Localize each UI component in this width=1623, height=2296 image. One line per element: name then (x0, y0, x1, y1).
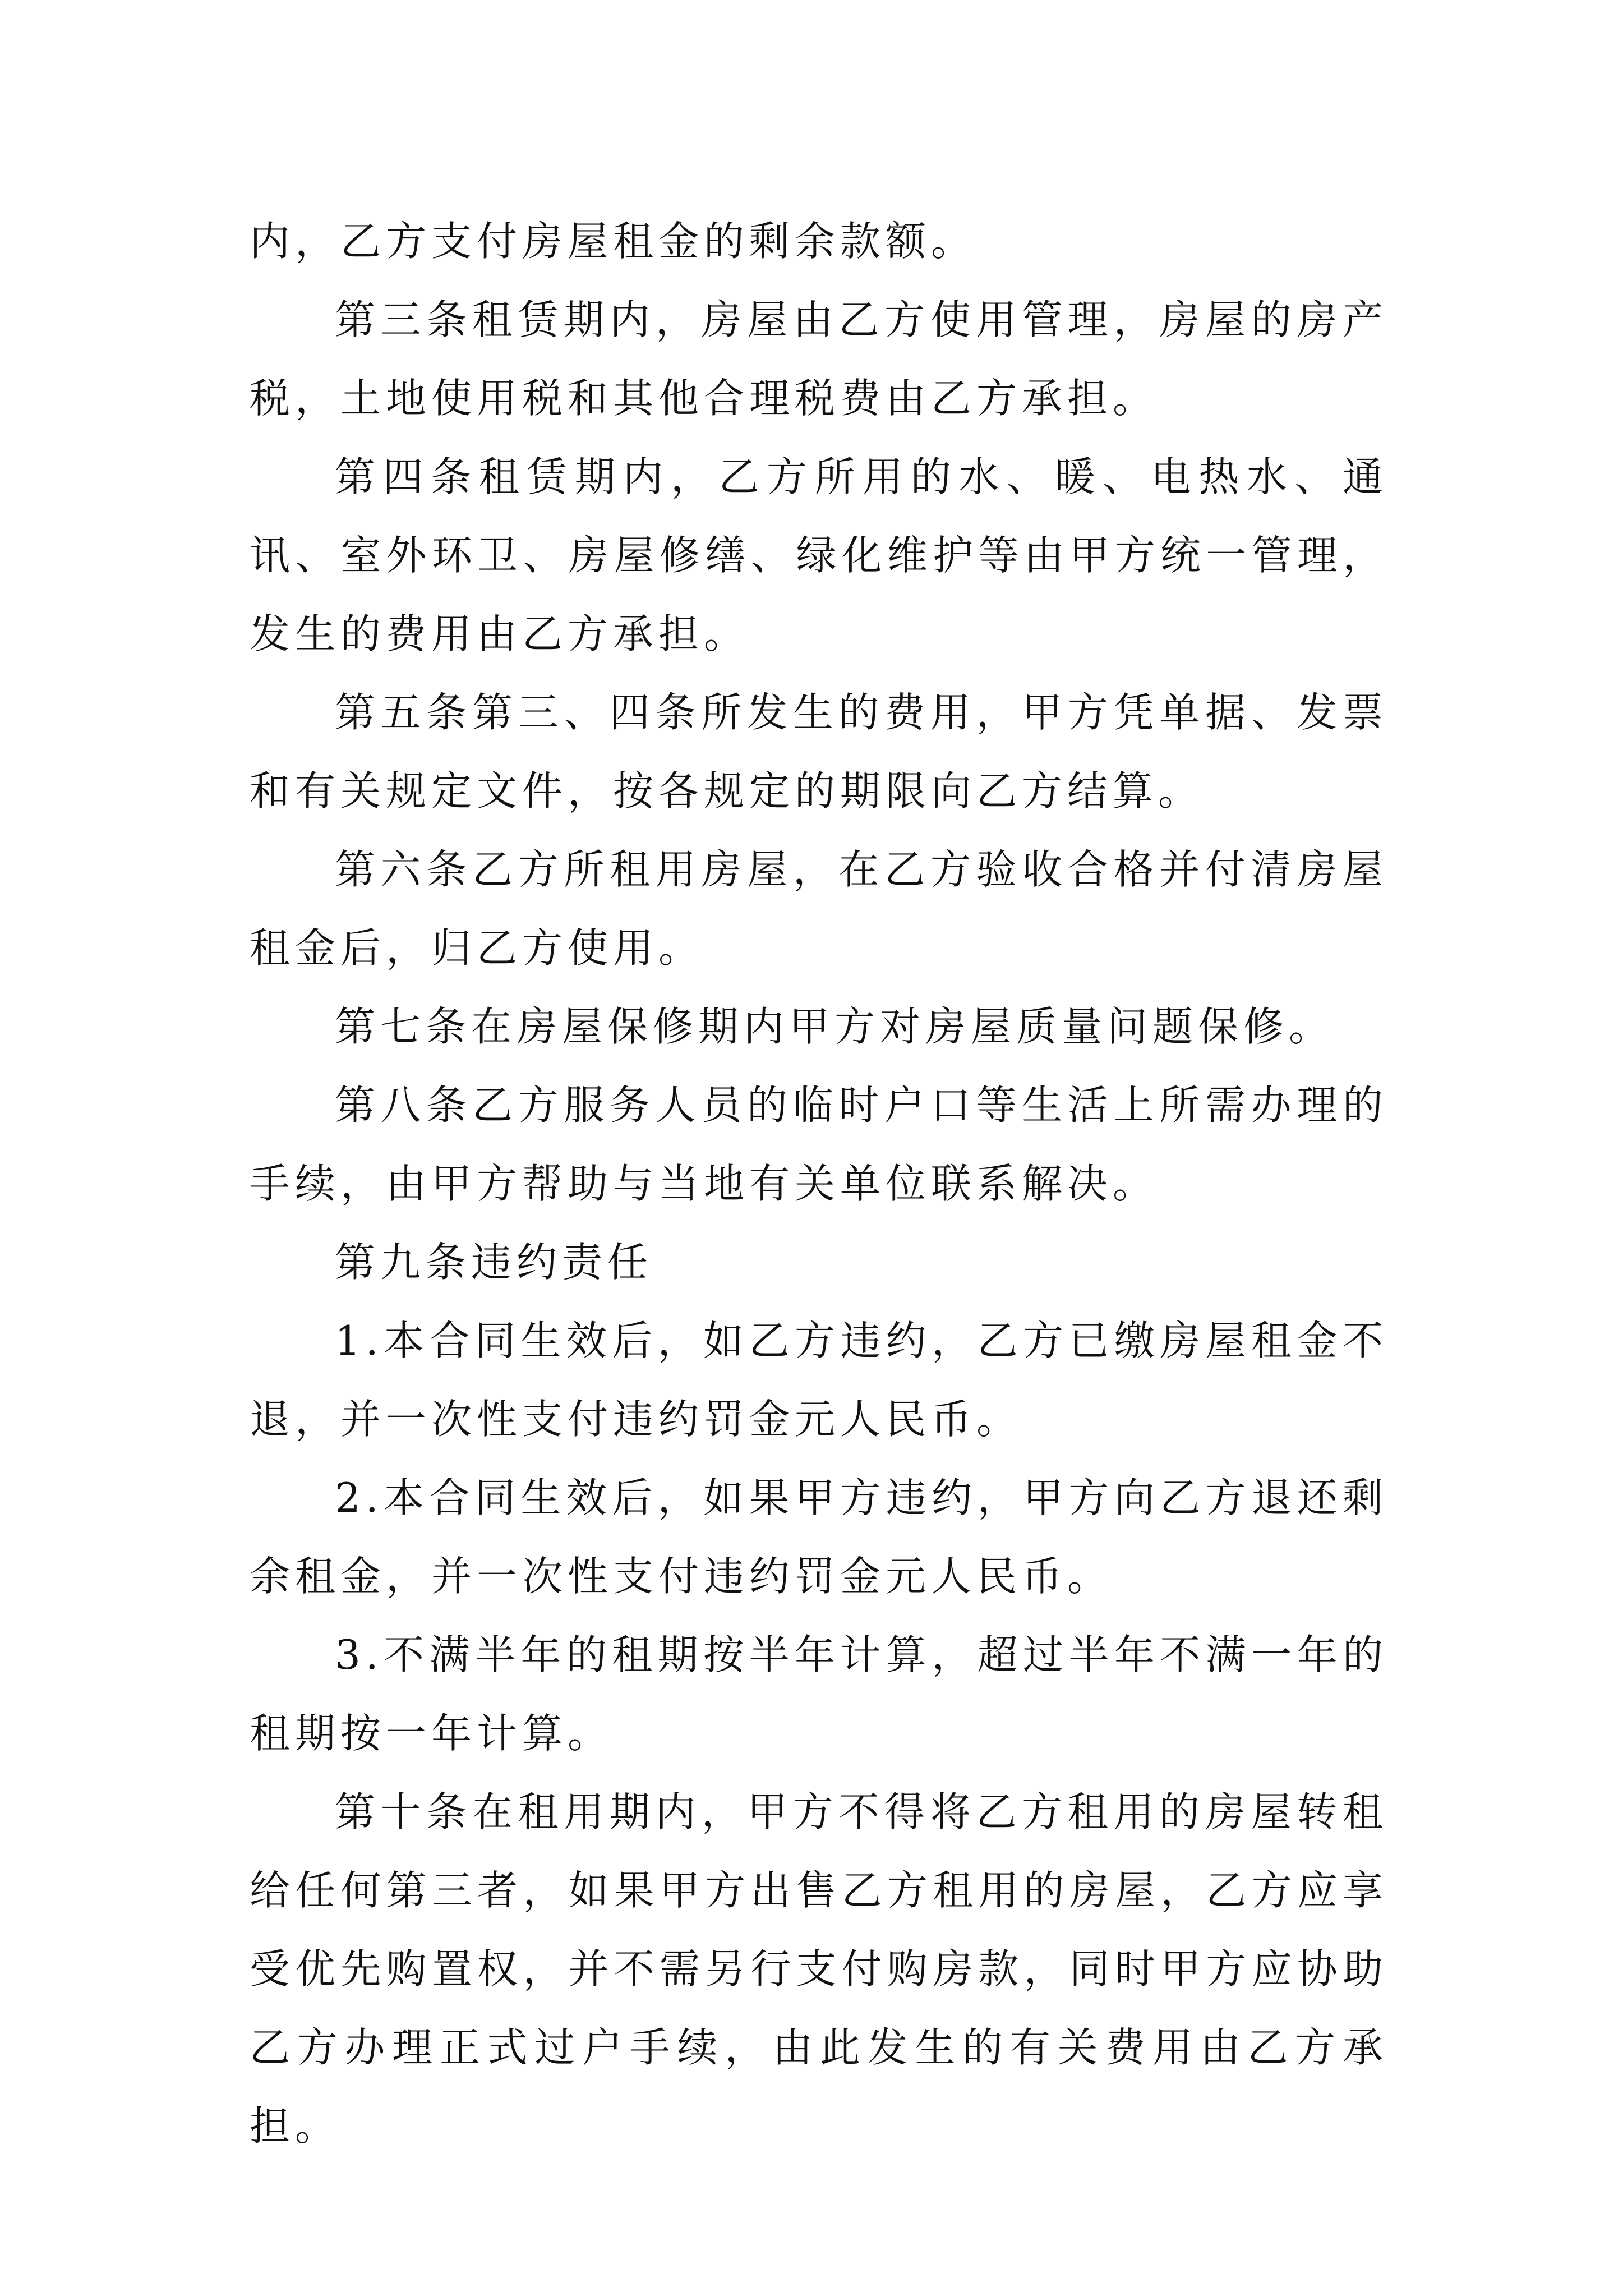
paragraph-article-8: 第八条乙方服务人员的临时户口等生活上所需办理的手续，由甲方帮助与当地有关单位联系解决。 (250, 1082, 1388, 1207)
paragraph-article-4: 第四条租赁期内，乙方所用的水、暖、电热水、通讯、室外环卫、房屋修缮、绿化维护等由甲方统一管理，发生的费用由乙方承担。 (250, 453, 1388, 657)
document-body (250, 202, 1388, 2165)
paragraph-article-9-item-2: 2.本合同生效后，如果甲方违约，甲方向乙方退还剩余租金，并一次性支付违约罚金元人民币。 (250, 1474, 1388, 1600)
paragraph-article-5: 第五条第三、四条所发生的费用，甲方凭单据、发票和有关规定文件，按各规定的期限向乙方结算。 (250, 689, 1388, 815)
paragraph-article-10: 第十条在租用期内，甲方不得将乙方租用的房屋转租给任何第三者，如果甲方出售乙方租用的房屋，乙方应享受优先购置权，并不需另行支付购房款，同时甲方应协助乙方办理正式过户手续，由此发生的有关费用由乙方承担。 (250, 1788, 1388, 2150)
paragraph-article-9-heading: 第九条违约责任 (335, 1239, 653, 1286)
paragraph-article-9-item-1: 1.本合同生效后，如乙方违约，乙方已缴房屋租金不退，并一次性支付违约罚金元人民币。 (250, 1317, 1388, 1443)
paragraph-article-6: 第六条乙方所租用房屋，在乙方验收合格并付清房屋租金后，归乙方使用。 (250, 846, 1388, 972)
paragraph-article-9-item-3: 3.不满半年的租期按半年计算，超过半年不满一年的租期按一年计算。 (250, 1631, 1388, 1757)
paragraph-article-3: 第三条租赁期内，房屋由乙方使用管理，房屋的房产税，土地使用税和其他合理税费由乙方承担。 (250, 296, 1388, 422)
paragraph-article-7: 第七条在房屋保修期内甲方对房屋质量问题保修。 (335, 1003, 1335, 1050)
paragraph-continuation: 内，乙方支付房屋租金的剩余款额。 (250, 218, 977, 265)
